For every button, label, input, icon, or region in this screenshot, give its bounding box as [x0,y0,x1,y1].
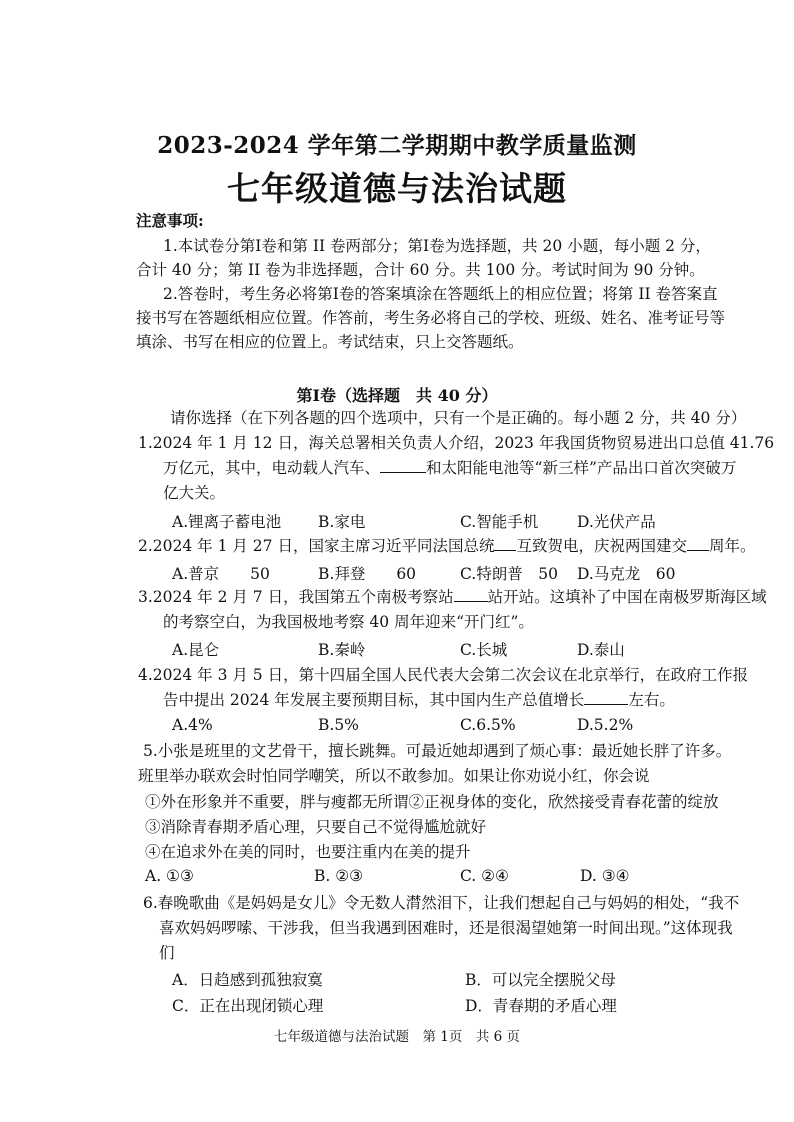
question-3-option-a: A.昆仑 [172,641,220,659]
question-4-option-a: A.4% [172,716,213,734]
notice-item2-line2: 接书写在答题纸相应位置。作答前，考生务必将自己的学校、班级、姓名、准考证号等 [136,309,726,327]
question-2-option-c: C.特朗普 50 [460,565,558,583]
page-footer: 七年级道德与法治试题 第 1页 共 6 页 [273,1029,521,1045]
notice-item1-line1: 1.本试卷分第Ⅰ卷和第 II 卷两部分；第Ⅰ卷为选择题，共 20 小题，每小题 2 分， [163,237,711,255]
question-1-line2-part2: 和太阳能电池等“新三样”产品出口首次突破万 [426,459,737,477]
question-1-option-a: A.锂离子蓄电池 [172,513,282,531]
question-5-statement-4: ④在追求外在美的同时，也要注重内在美的提升 [145,843,471,861]
question-6-option-a: A．日趋感到孤独寂寞 [172,971,323,989]
question-6-option-d: D．青春期的矛盾心理 [465,997,617,1015]
question-2-line1-part3: 周年。 [708,537,756,555]
answer-blank [380,458,426,473]
question-4-line2-part1: 告中提出 2024 年发展主要预期目标，其中国内生产总值增长 [163,691,585,709]
question-6-option-b: B．可以完全摆脱父母 [465,971,616,989]
question-5-option-d: D. ③④ [580,867,630,885]
question-5-statement-3: ③消除青春期矛盾心理，只要自己不觉得尴尬就好 [145,818,487,836]
question-4-option-d: D.5.2% [577,716,634,734]
question-4-option-b: B.5% [318,716,359,734]
notice-item2-line3: 填涂、书写在相应的位置上。考试结束，只上交答题纸。 [136,333,524,351]
question-1-line3: 亿大关。 [163,484,226,502]
section-title: 第Ⅰ卷（选择题 共 40 分） [296,386,498,405]
notice-heading: 注意事项: [136,211,204,230]
question-4-line1: 4.2024 年 3 月 5 日，第十四届全国人民代表大会第二次会议在北京举行，在政府工作报 [138,666,749,684]
question-5-line1: 5.小张是班里的文艺骨干，擅长跳舞。可最近她却遇到了烦心事：最近她长胖了许多。 [143,742,732,760]
question-3-option-b: B.秦岭 [318,641,366,659]
question-5-statement-1-2: ①外在形象并不重要，胖与瘦都无所谓②正视身体的变化，欣然接受青春花蕾的绽放 [145,793,719,811]
question-3-line1-part1: 3.2024 年 2 月 7 日，我国第五个南极考察站 [138,588,454,606]
question-2-line1 [138,535,756,557]
question-2-option-b: B.拜登 60 [318,565,417,583]
question-1-line2 [163,457,736,479]
question-3-line1-part2: 站开站。这填补了中国在南极罗斯海区域 [487,588,767,606]
question-6-option-c: C．正在出现闭锁心理 [172,997,324,1015]
question-2-option-d: D.马克龙 60 [577,565,676,583]
question-2-line1-part1: 2.2024 年 1 月 27 日，国家主席习近平同法国总统 [138,537,495,555]
question-6-line3: 们 [159,944,175,962]
notice-item1-line2: 合计 40 分；第 II 卷为非选择题，合计 60 分。共 100 分。考试时间为 90 分钟。 [136,261,705,279]
question-1-option-b: B.家电 [318,513,366,531]
question-4-line2-part2: 左右。 [628,691,675,709]
question-6-line2: 喜欢妈妈啰嗦、干涉我，但当我遇到困难时，还是很渴望她第一时间出现。”这体现我 [159,919,733,937]
question-3-option-c: C.长城 [460,641,508,659]
question-3-line1 [138,586,767,608]
question-1-line1: 1.2024 年 1 月 12 日，海关总署相关负责人介绍，2023 年我国货物贸易进出口总值 41.76 [138,434,775,452]
question-4-option-c: C.6.5% [460,716,516,734]
question-2-line1-part2: 互致贺电，庆祝两国建交 [516,537,687,555]
section-instruction: 请你选择（在下列各题的四个选项中，只有一个是正确的。每小题 2 分，共 40 分） [170,409,747,427]
exam-title-subject: 七年级道德与法治试题 [227,169,567,208]
question-5-option-c: C. ②④ [460,867,509,885]
question-4-line2 [163,689,675,711]
question-1-option-d: D.光伏产品 [577,513,656,531]
answer-blank [687,536,709,551]
question-5-line2: 班里举办联欢会时怕同学嘲笑，所以不敢参加。如果让你劝说小红，你会说 [138,767,650,785]
question-5-option-a: A. ①③ [145,867,194,885]
notice-item2-line1: 2.答卷时，考生务必将第Ⅰ卷的答案填涂在答题纸上的相应位置；将第 II 卷答案直 [163,285,718,303]
question-5-option-b: B. ②③ [314,867,364,885]
answer-blank [494,536,516,551]
question-6-line1: 6.春晚歌曲《是妈妈是女儿》令无数人潸然泪下，让我们想起自己与妈妈的相处，“我不 [143,894,740,912]
question-1-option-c: C.智能手机 [460,513,539,531]
exam-title-year: 2023-2024 学年第二学期期中教学质量监测 [157,132,637,159]
question-1-line2-part1: 万亿元，其中，电动载人汽车、 [163,459,381,477]
answer-blank [584,690,628,705]
question-3-line2: 的考察空白，为我国极地考察 40 周年迎来“开门红”。 [163,613,534,631]
question-3-option-d: D.泰山 [577,641,625,659]
answer-blank [454,587,488,602]
question-2-option-a: A.普京 50 [172,565,270,583]
